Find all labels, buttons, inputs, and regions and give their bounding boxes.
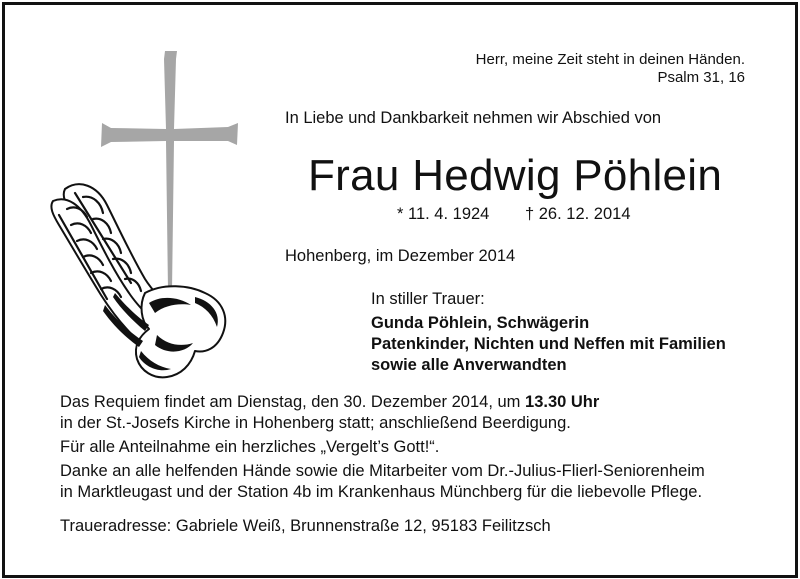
help-thanks-line-2: in Marktleugast und der Station 4b im Krankenhaus Münchberg für die liebevolle Pflege. xyxy=(60,483,703,501)
obituary-notice xyxy=(2,2,798,578)
thanks-line: Für alle Anteilnahme ein herzliches „Vergelt’s Gott!“. xyxy=(60,438,440,456)
intro-text: In Liebe und Dankbarkeit nehmen wir Abschied von xyxy=(285,109,662,127)
mourning-label: In stiller Trauer: xyxy=(371,290,485,308)
mourner-line: Patenkinder, Nichten und Neffen mit Familien xyxy=(371,335,726,353)
mourner-line: sowie alle Anverwandten xyxy=(371,356,567,374)
death-date: † 26. 12. 2014 xyxy=(525,205,631,223)
psalm-reference: Psalm 31, 16 xyxy=(657,69,745,86)
deceased-name: Frau Hedwig Pöhlein xyxy=(308,151,723,200)
mourning-address: Traueradresse: Gabriele Weiß, Brunnenstraße 12, 95183 Feilitzsch xyxy=(60,517,551,535)
birth-date: * 11. 4. 1924 xyxy=(397,205,490,223)
requiem-text: Das Requiem findet am Dienstag, den 30. Dezember 2014, um xyxy=(60,393,521,411)
requiem-time: 13.30 Uhr xyxy=(525,393,600,411)
psalm-verse: Herr, meine Zeit steht in deinen Händen. xyxy=(475,51,745,68)
requiem-line-1 xyxy=(60,393,599,412)
help-thanks-line-1: Danke an alle helfenden Hände sowie die Mitarbeiter vom Dr.-Julius-Flierl-Seniorenheim xyxy=(60,462,705,480)
mourner-line: Gunda Pöhlein, Schwägerin xyxy=(371,314,590,332)
praying-hands-icon xyxy=(45,175,235,385)
requiem-line-2: in der St.-Josefs Kirche in Hohenberg statt; anschließend Beerdigung. xyxy=(60,414,571,432)
place-date: Hohenberg, im Dezember 2014 xyxy=(285,247,516,265)
